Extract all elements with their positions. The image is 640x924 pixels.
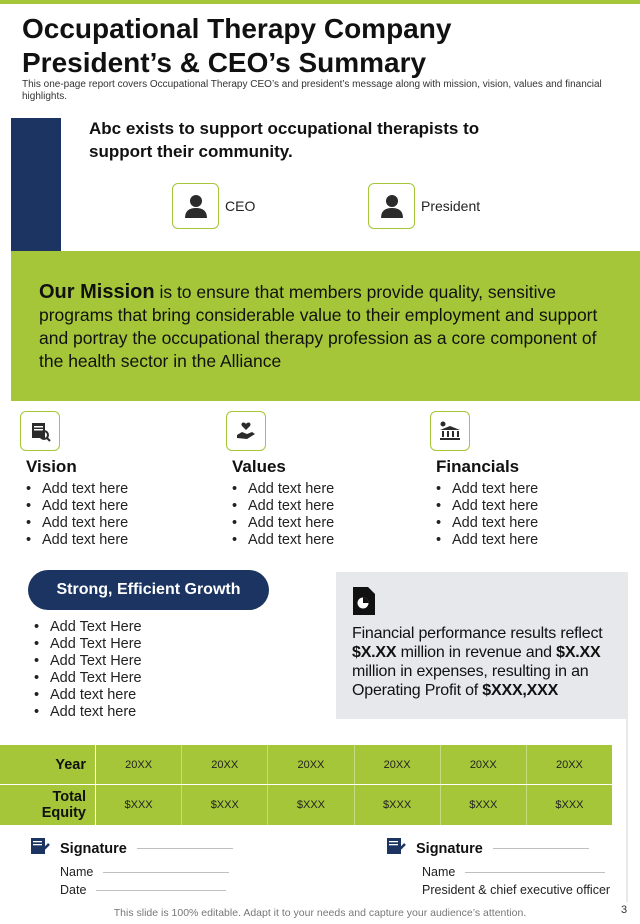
list-item: • Add Text Here [34,619,142,636]
growth-heading: Strong, Efficient Growth [28,570,269,610]
list-item: • Add text here [34,704,142,721]
financial-performance-panel [336,572,626,719]
equity-cell: $XXX [441,785,527,825]
year-cell: 20XX [355,745,441,784]
right-divider [626,572,628,902]
mission-panel [11,251,640,401]
president-badge [368,183,480,229]
list-item: • Add Text Here [34,636,142,653]
list-item: • Add text here [26,498,210,515]
financials-column [430,411,620,549]
list-item: • Add text here [436,515,620,532]
values-column [226,411,416,549]
equity-cell: $XXX [96,785,182,825]
vision-column [20,411,210,549]
financials-list [436,481,620,549]
page-number: 3 [621,904,628,916]
list-item: • Add text here [26,532,210,549]
person-icon [172,183,219,229]
bank-coins-icon [430,411,470,451]
list-item: • Add text here [26,481,210,498]
expenses-value: $X.XX [556,644,601,661]
list-item: • Add text here [436,481,620,498]
year-cell: 20XX [268,745,354,784]
list-item: • Add text here [26,515,210,532]
list-item: • Add text here [34,687,142,704]
list-item: • Add text here [436,532,620,549]
equity-cell: $XXX [268,785,354,825]
title-line-1: Occupational Therapy Company [22,13,452,44]
year-cell: 20XX [441,745,527,784]
list-item: • Add text here [232,498,416,515]
year-cell: 20XX [555,758,583,771]
intro-statement: Abc exists to support occupational therapists to support their community. [89,119,480,161]
ceo-badge [172,183,255,229]
list-item: • Add text here [436,498,620,515]
mission-statement [39,281,619,373]
ceo-label: CEO [225,198,256,214]
signature-pen-icon [30,836,50,861]
mission-text: is to ensure that members provide quality, sensitive programs that bring considerable value to their employment and support and portray the occupational therapy profession as a core component of the health sector in the Alliance [39,282,598,371]
revenue-value: $X.XX [352,644,397,661]
list-item: • Add text here [232,515,416,532]
signature-block-left [30,836,233,897]
table-row [0,745,612,785]
equity-header: Total Equity [0,785,96,825]
navy-accent-strip [11,118,61,251]
date-label: Date [60,883,87,897]
equity-table [0,745,612,825]
values-list [232,481,416,549]
list-item: • Add Text Here [34,653,142,670]
vision-document-icon [20,411,60,451]
profit-value: $XXX,XXX [482,682,559,699]
page-title [22,12,622,80]
top-accent-bar [0,0,640,4]
growth-list [34,619,142,721]
page-subtitle: This one-page report covers Occupational Therapy CEO’s and president’s message along with mission, vision, values and financial highlights. [22,79,602,102]
mission-heading: Our Mission [39,281,155,303]
name-label: Name [60,865,94,879]
signature-heading: Signature [60,840,127,857]
equity-cell: $XXX [182,785,268,825]
year-header: Year [0,745,96,784]
title-label: President & chief executive officer [422,883,611,897]
title-line-2: President’s & CEO’s Summary [22,47,427,78]
year-cell: 20XX [182,745,268,784]
financials-title: Financials [436,457,520,476]
financial-performance-text: Financial performance results reflect $X.XX million in revenue and $X.XX million in expenses, resulting in an Operating Profit of $XXX,XXX [352,625,603,699]
signature-pen-icon [386,836,406,861]
values-title: Values [232,457,286,476]
president-label: President [421,198,481,214]
equity-cell: $XXX [355,785,441,825]
name-label: Name [422,865,456,879]
list-item: • Add text here [232,532,416,549]
list-item: • Add text here [232,481,416,498]
signature-heading: Signature [416,840,483,857]
report-chart-icon [352,586,376,621]
hand-heart-icon [226,411,266,451]
year-cell: 20XX [96,745,182,784]
vision-list [26,481,210,549]
person-icon [368,183,415,229]
table-row [0,785,612,825]
vision-title: Vision [26,457,77,476]
list-item: • Add Text Here [34,670,142,687]
equity-cell: $XXX [555,799,584,811]
signature-block-right [386,836,610,897]
footer-note: This slide is 100% editable. Adapt it to your needs and capture your audience’s attention. [113,907,527,919]
